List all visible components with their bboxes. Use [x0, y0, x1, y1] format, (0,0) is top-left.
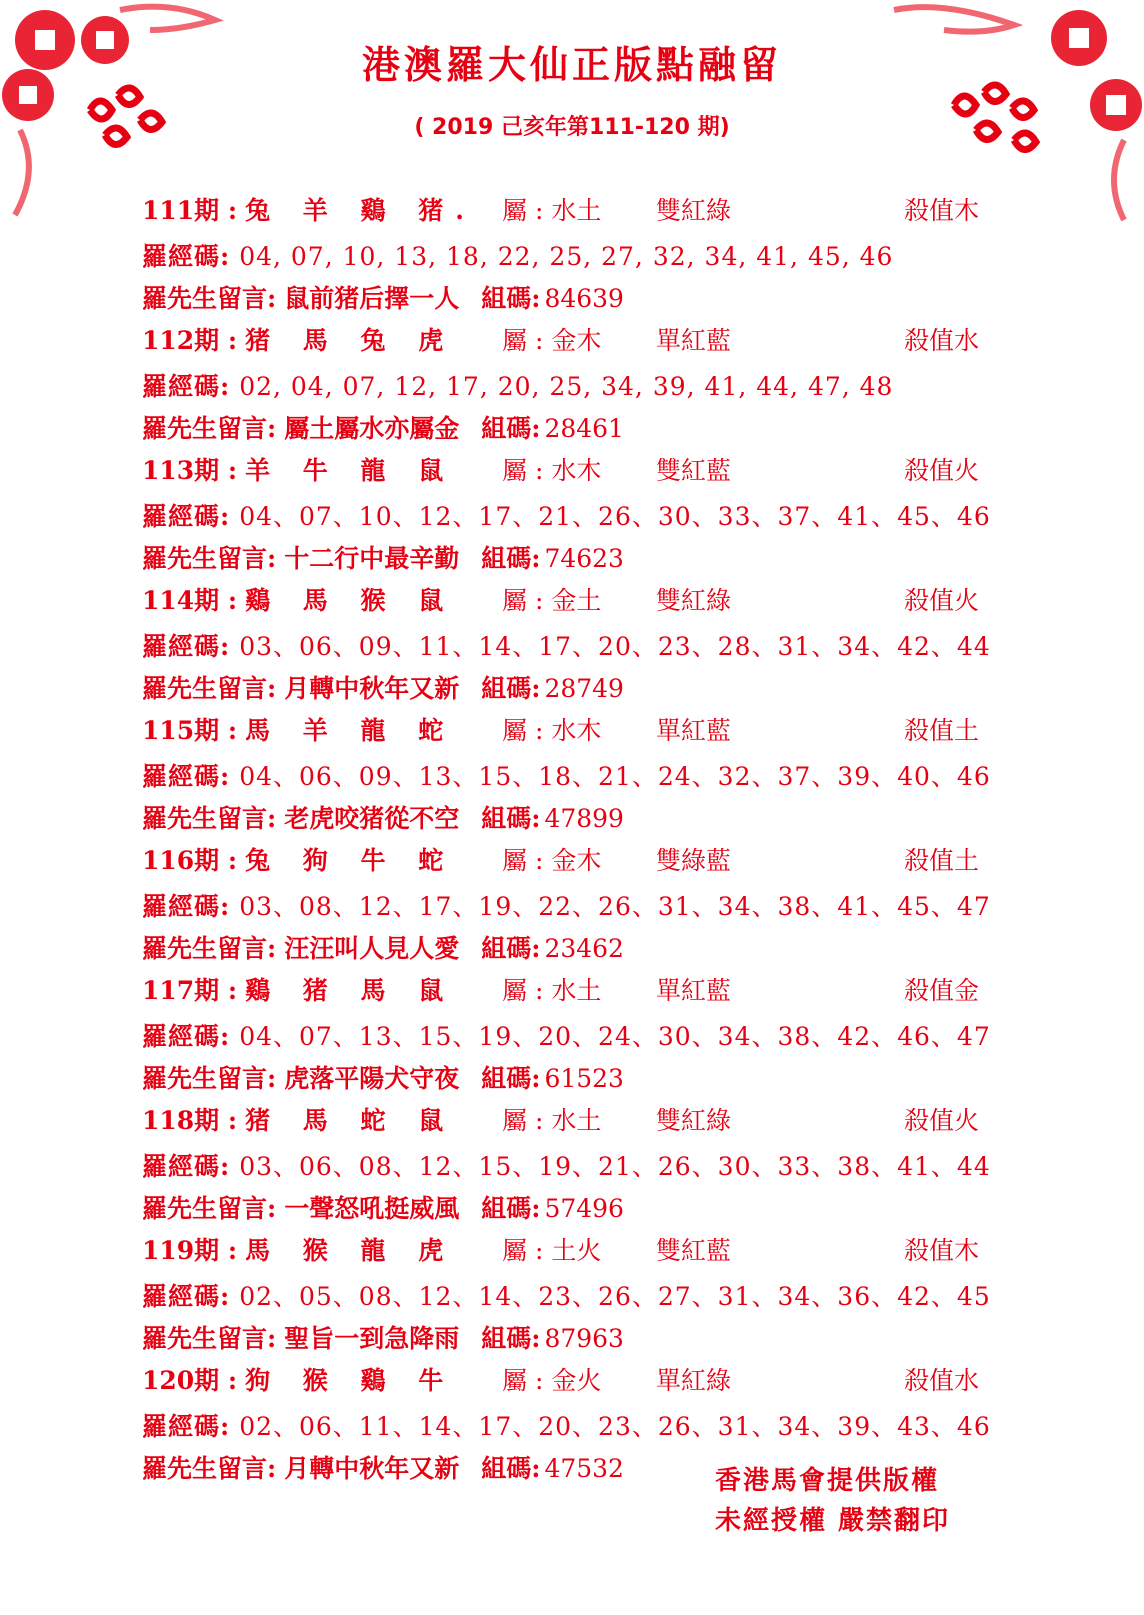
list-item	[0, 1236, 1144, 1366]
group-code: 47899	[544, 804, 624, 833]
codes-label: 羅經碼:	[142, 1282, 231, 1311]
color-wave: 雙紅藍	[656, 456, 732, 485]
codes-values: 04、06、09、13、15、18、21、24、32、37、39、40、46	[239, 762, 991, 791]
message-text: 汪汪叫人見人愛	[284, 934, 460, 963]
message-text: 月轉中秋年又新	[284, 1454, 460, 1483]
kill-element: 殺值火	[904, 586, 980, 615]
kill-element: 殺值金	[904, 976, 980, 1005]
codes-label: 羅經碼:	[142, 762, 231, 791]
group-label: 組碼:	[481, 1454, 541, 1483]
attribute: 屬 : 水土	[502, 976, 602, 1005]
color-wave: 雙紅藍	[656, 1236, 732, 1265]
codes-values: 04, 07, 10, 13, 18, 22, 25, 27, 32, 34, 41, 45, 46	[239, 242, 894, 271]
message-text: 老虎咬猪從不空	[284, 804, 460, 833]
message-label: 羅先生留言:	[142, 934, 277, 963]
message-text: 鼠前猪后擇一人	[284, 284, 460, 313]
message-label: 羅先生留言:	[142, 414, 277, 443]
zodiac-animals: 鷄 猪 馬 鼠	[245, 976, 456, 1005]
list-item	[0, 846, 1144, 976]
list-item	[0, 196, 1144, 326]
attribute: 屬 : 金木	[502, 846, 602, 875]
group-label: 組碼:	[481, 1194, 541, 1223]
issue-number: 111期 :	[142, 196, 238, 225]
reproduction-notice: 未經授權 嚴禁翻印	[715, 1506, 951, 1536]
message-label: 羅先生留言:	[142, 1324, 277, 1353]
message-label: 羅先生留言:	[142, 804, 277, 833]
group-code: 57496	[544, 1194, 624, 1223]
message-text: 虎落平陽犬守夜	[284, 1064, 460, 1093]
group-code: 61523	[544, 1064, 624, 1093]
group-label: 組碼:	[481, 1324, 541, 1353]
kill-element: 殺值火	[904, 1106, 980, 1135]
codes-label: 羅經碼:	[142, 372, 231, 401]
zodiac-animals: 兔 狗 牛 蛇	[245, 846, 456, 875]
zodiac-animals: 馬 羊 龍 蛇	[245, 716, 456, 745]
kill-element: 殺值火	[904, 456, 980, 485]
issue-range-subtitle: ( 2019 己亥年第111-120 期)	[414, 115, 730, 140]
message-label: 羅先生留言:	[142, 1194, 277, 1223]
list-item	[0, 456, 1144, 586]
codes-values: 04、07、13、15、19、20、24、30、34、38、42、46、47	[239, 1022, 991, 1051]
group-label: 組碼:	[481, 804, 541, 833]
zodiac-animals: 猪 馬 兔 虎	[245, 326, 456, 355]
group-label: 組碼:	[481, 284, 541, 313]
zodiac-animals: 狗 猴 鷄 牛	[245, 1366, 456, 1395]
codes-values: 03、06、08、12、15、19、21、26、30、33、38、41、44	[239, 1152, 991, 1181]
codes-label: 羅經碼:	[142, 892, 231, 921]
issue-number: 116期 :	[142, 846, 238, 875]
attribute: 屬 : 金火	[502, 1366, 602, 1395]
group-code: 74623	[544, 544, 624, 573]
codes-values: 03、06、09、11、14、17、20、23、28、31、34、42、44	[239, 632, 991, 661]
attribute: 屬 : 金木	[502, 326, 602, 355]
codes-values: 02、06、11、14、17、20、23、26、31、34、39、43、46	[239, 1412, 991, 1441]
issue-number: 117期 :	[142, 976, 238, 1005]
list-item	[0, 586, 1144, 716]
issue-number: 120期 :	[142, 1366, 238, 1395]
codes-label: 羅經碼:	[142, 1152, 231, 1181]
group-label: 組碼:	[481, 674, 541, 703]
list-item	[0, 1366, 1144, 1496]
attribute: 屬 : 水木	[502, 716, 602, 745]
message-label: 羅先生留言:	[142, 1454, 277, 1483]
kill-element: 殺值木	[904, 1236, 980, 1265]
message-label: 羅先生留言:	[142, 284, 277, 313]
issue-number: 114期 :	[142, 586, 238, 615]
zodiac-animals: 鷄 馬 猴 鼠	[245, 586, 456, 615]
codes-values: 03、08、12、17、19、22、26、31、34、38、41、45、47	[239, 892, 991, 921]
issue-number: 112期 :	[142, 326, 238, 355]
attribute: 屬 : 土火	[502, 1236, 602, 1265]
color-wave: 雙紅綠	[656, 586, 732, 615]
attribute: 屬 : 水土	[502, 1106, 602, 1135]
codes-label: 羅經碼:	[142, 1022, 231, 1051]
zodiac-animals: 馬 猴 龍 虎	[245, 1236, 456, 1265]
entry-list	[0, 196, 1144, 1496]
color-wave: 單紅藍	[656, 716, 732, 745]
zodiac-animals: 羊 牛 龍 鼠	[245, 456, 456, 485]
color-wave: 雙紅綠	[656, 196, 732, 225]
group-label: 組碼:	[481, 544, 541, 573]
page-title: 港澳羅大仙正版點融留	[361, 43, 782, 87]
list-item	[0, 326, 1144, 456]
attribute: 屬 : 金土	[502, 586, 602, 615]
group-label: 組碼:	[481, 934, 541, 963]
group-code: 23462	[544, 934, 624, 963]
message-text: 聖旨一到急降雨	[284, 1324, 460, 1353]
group-label: 組碼:	[481, 414, 541, 443]
codes-label: 羅經碼:	[142, 1412, 231, 1441]
color-wave: 單紅藍	[656, 326, 732, 355]
codes-values: 02, 04, 07, 12, 17, 20, 25, 34, 39, 41, 44, 47, 48	[239, 372, 894, 401]
attribute: 屬 : 水土	[502, 196, 602, 225]
codes-label: 羅經碼:	[142, 502, 231, 531]
issue-number: 115期 :	[142, 716, 238, 745]
kill-element: 殺值水	[904, 326, 980, 355]
group-code: 47532	[544, 1454, 624, 1483]
copyright-line: 香港馬會提供版權	[715, 1466, 940, 1496]
issue-number: 113期 :	[142, 456, 238, 485]
kill-element: 殺值木	[904, 196, 980, 225]
list-item	[0, 1106, 1144, 1236]
list-item	[0, 716, 1144, 846]
group-code: 84639	[544, 284, 624, 313]
message-text: 屬土屬水亦屬金	[284, 414, 460, 443]
color-wave: 雙紅綠	[656, 1106, 732, 1135]
kill-element: 殺值水	[904, 1366, 980, 1395]
message-label: 羅先生留言:	[142, 544, 277, 573]
codes-values: 02、05、08、12、14、23、26、27、31、34、36、42、45	[239, 1282, 991, 1311]
list-item	[0, 976, 1144, 1106]
kill-element: 殺值土	[904, 846, 980, 875]
message-text: 十二行中最辛勤	[284, 544, 460, 573]
group-label: 組碼:	[481, 1064, 541, 1093]
issue-number: 118期 :	[142, 1106, 238, 1135]
message-label: 羅先生留言:	[142, 674, 277, 703]
message-text: 月轉中秋年又新	[284, 674, 460, 703]
kill-element: 殺值土	[904, 716, 980, 745]
attribute: 屬 : 水木	[502, 456, 602, 485]
zodiac-animals: 兔 羊 鷄 猪.	[245, 196, 476, 225]
codes-label: 羅經碼:	[142, 632, 231, 661]
issue-number: 119期 :	[142, 1236, 238, 1265]
color-wave: 雙綠藍	[656, 846, 732, 875]
color-wave: 單紅藍	[656, 976, 732, 1005]
group-code: 28461	[544, 414, 624, 443]
group-code: 87963	[544, 1324, 624, 1353]
color-wave: 單紅綠	[656, 1366, 732, 1395]
codes-label: 羅經碼:	[142, 242, 231, 271]
codes-values: 04、07、10、12、17、21、26、30、33、37、41、45、46	[239, 502, 991, 531]
message-text: 一聲怒吼挺威風	[284, 1194, 460, 1223]
message-label: 羅先生留言:	[142, 1064, 277, 1093]
zodiac-animals: 猪 馬 蛇 鼠	[245, 1106, 456, 1135]
group-code: 28749	[544, 674, 624, 703]
